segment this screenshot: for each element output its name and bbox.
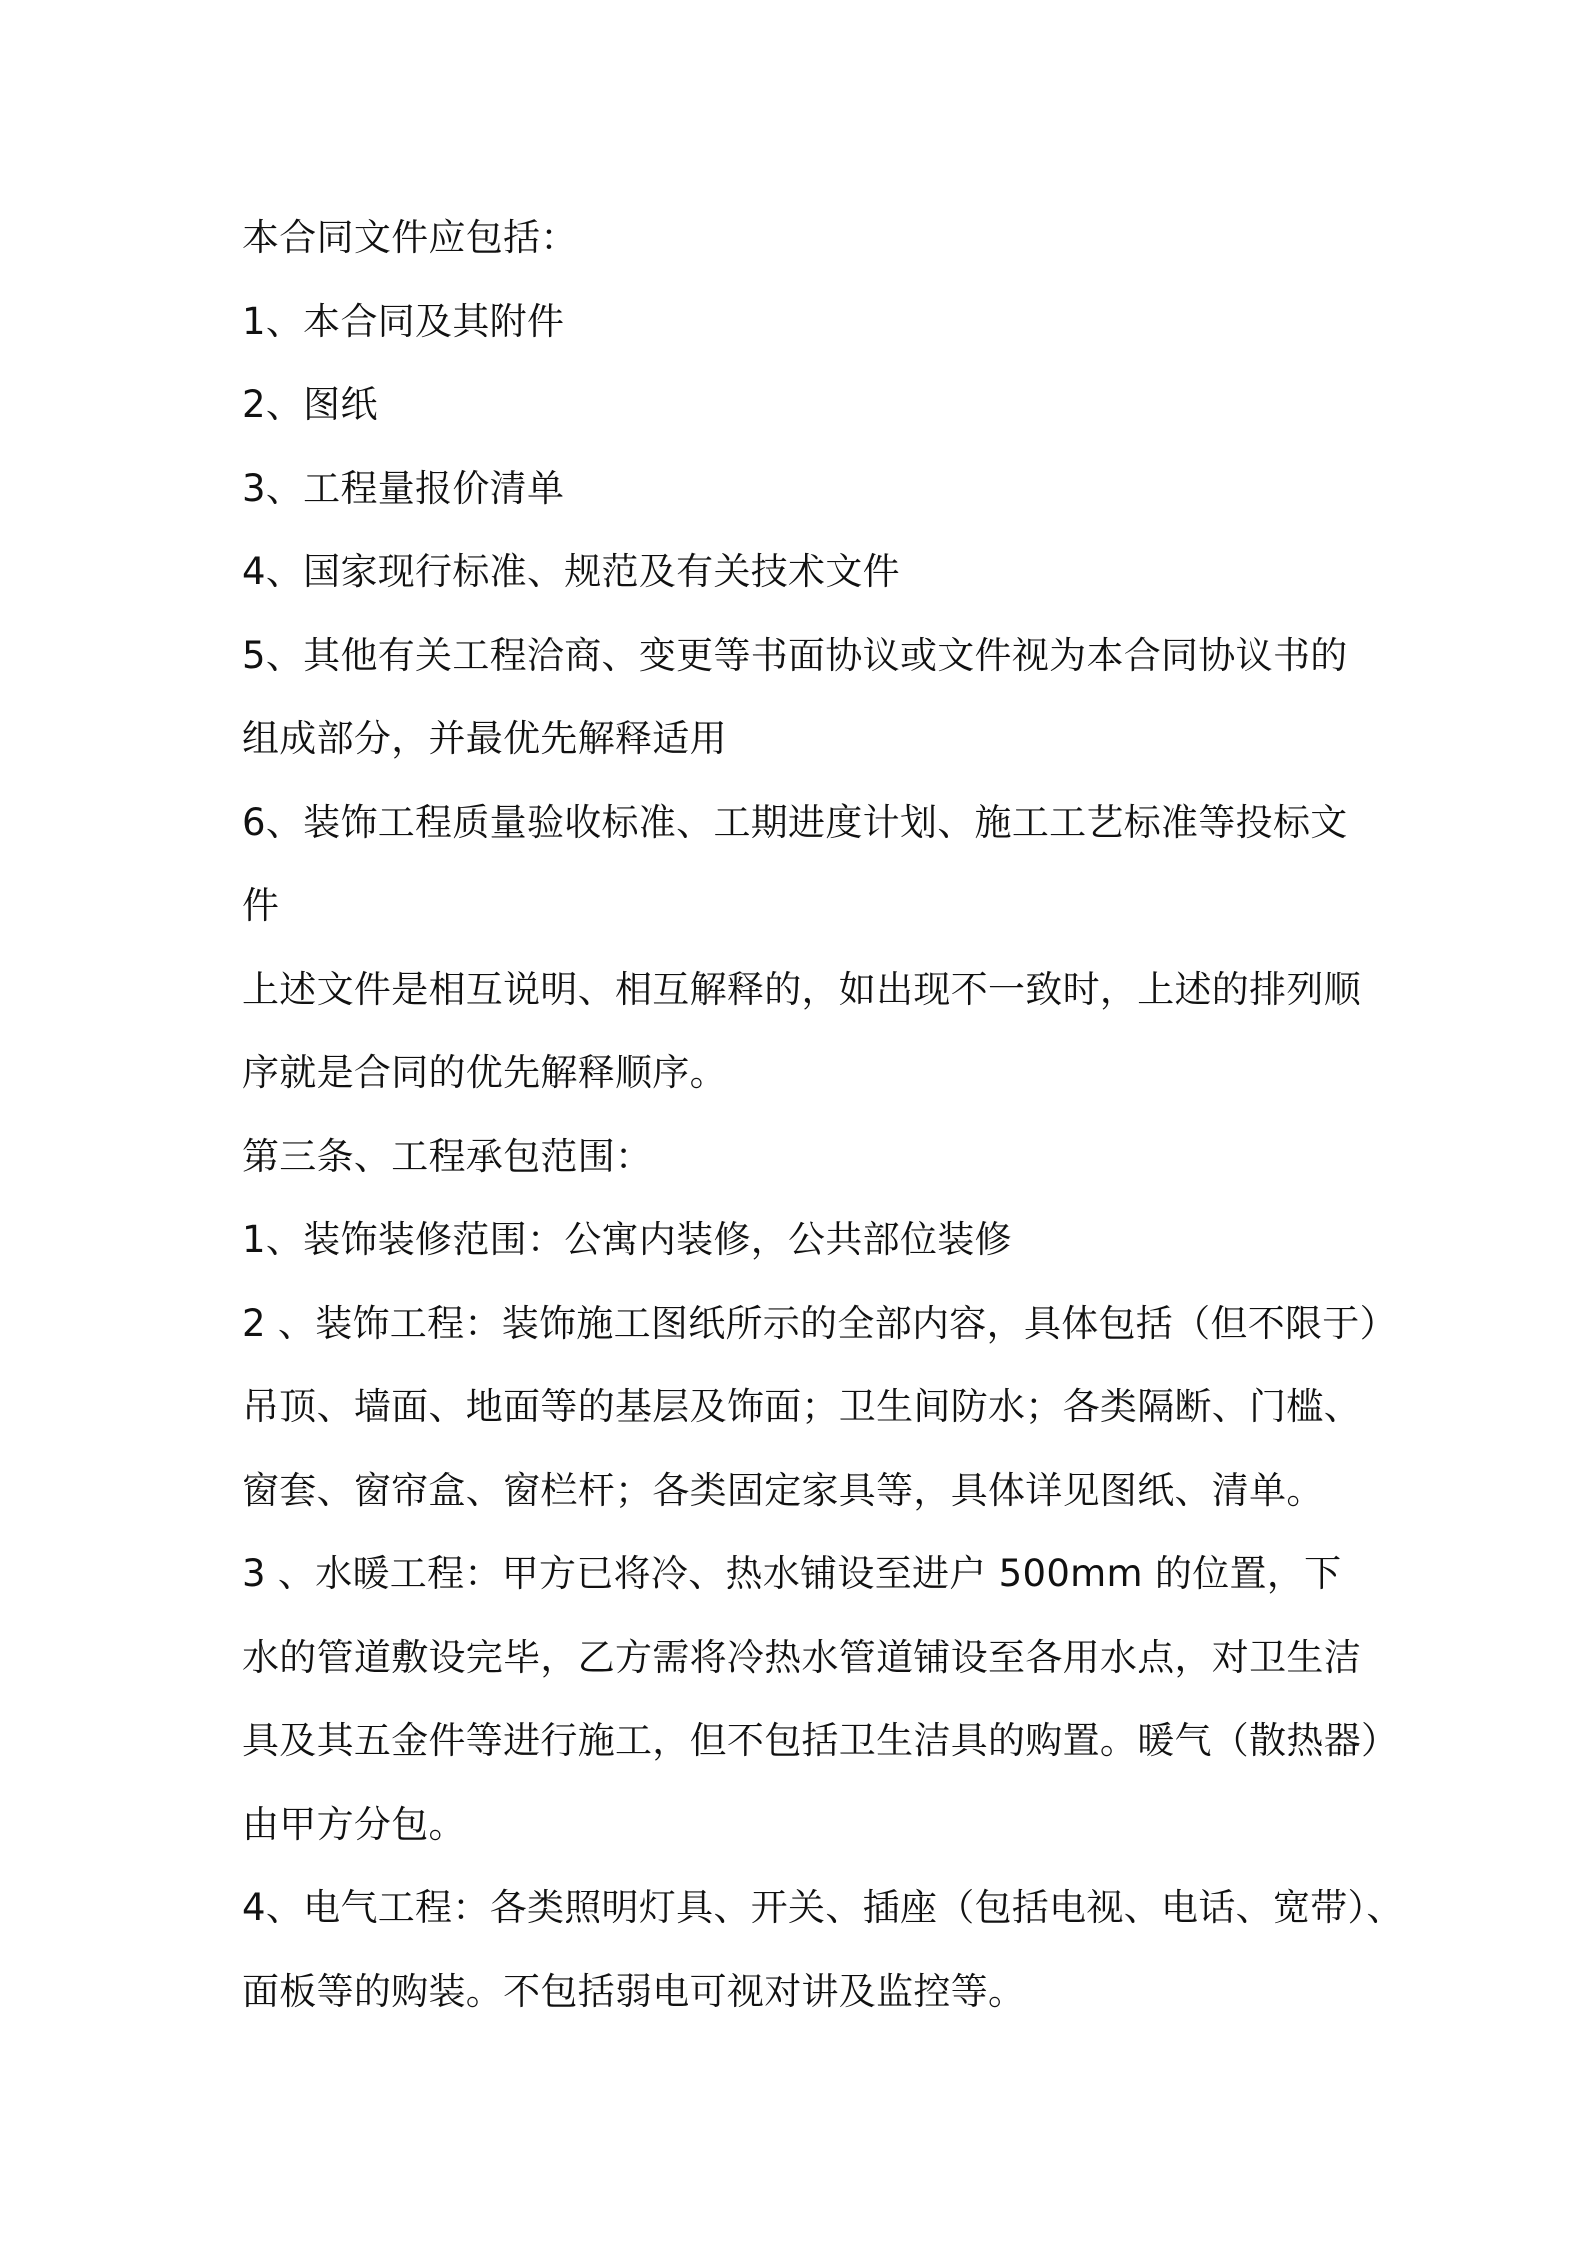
heading-contract-documents: 本合同文件应包括： <box>242 216 578 259</box>
list-item-1: 1、本合同及其附件 <box>242 299 565 343</box>
scope-item-2-cont-1: 吊顶、墙面、地面等的基层及饰面；卫生间防水；各类隔断、门槛、 <box>242 1385 1361 1428</box>
list-item-4: 4、国家现行标准、规范及有关技术文件 <box>242 550 900 593</box>
scope-item-2: 2 、装饰工程：装饰施工图纸所示的全部内容，具体包括（但不限于） <box>242 1301 1397 1345</box>
priority-paragraph: 上述文件是相互说明、相互解释的，如出现不一致时，上述的排列顺 <box>242 967 1361 1011</box>
document-body <box>242 196 1404 2033</box>
list-item-6: 6、装饰工程质量验收标准、工期进度计划、施工工艺标准等投标文 <box>242 800 1348 844</box>
scope-item-3-cont-2: 具及其五金件等进行施工，但不包括卫生洁具的购置。暖气（散热器） <box>242 1719 1399 1762</box>
list-item-3: 3、工程量报价清单 <box>242 466 565 510</box>
article-three-heading: 第三条、工程承包范围： <box>242 1134 653 1178</box>
scope-item-4-cont: 面板等的购装。不包括弱电可视对讲及监控等。 <box>242 1969 1026 2013</box>
scope-item-1: 1、装饰装修范围：公寓内装修，公共部位装修 <box>242 1218 1012 1261</box>
list-item-5: 5、其他有关工程洽商、变更等书面协议或文件视为本合同协议书的 <box>242 633 1348 677</box>
scope-item-2-cont-2: 窗套、窗帘盒、窗栏杆；各类固定家具等，具体详见图纸、清单。 <box>242 1468 1324 1512</box>
scope-item-3-cont-1: 水的管道敷设完毕，乙方需将冷热水管道铺设至各用水点，对卫生洁 <box>242 1635 1361 1679</box>
scope-item-3-cont-3: 由甲方分包。 <box>242 1802 466 1846</box>
priority-paragraph-cont: 序就是合同的优先解释顺序。 <box>242 1051 727 1094</box>
scope-item-4: 4、电气工程：各类照明灯具、开关、插座（包括电视、电话、宽带）、 <box>242 1886 1404 1929</box>
scope-item-3: 3 、水暖工程：甲方已将冷、热水铺设至进户 500mm 的位置，下 <box>242 1552 1342 1595</box>
list-item-6-cont: 件 <box>242 884 280 927</box>
list-item-2: 2、图纸 <box>242 383 378 426</box>
list-item-5-cont: 组成部分，并最优先解释适用 <box>242 717 727 760</box>
